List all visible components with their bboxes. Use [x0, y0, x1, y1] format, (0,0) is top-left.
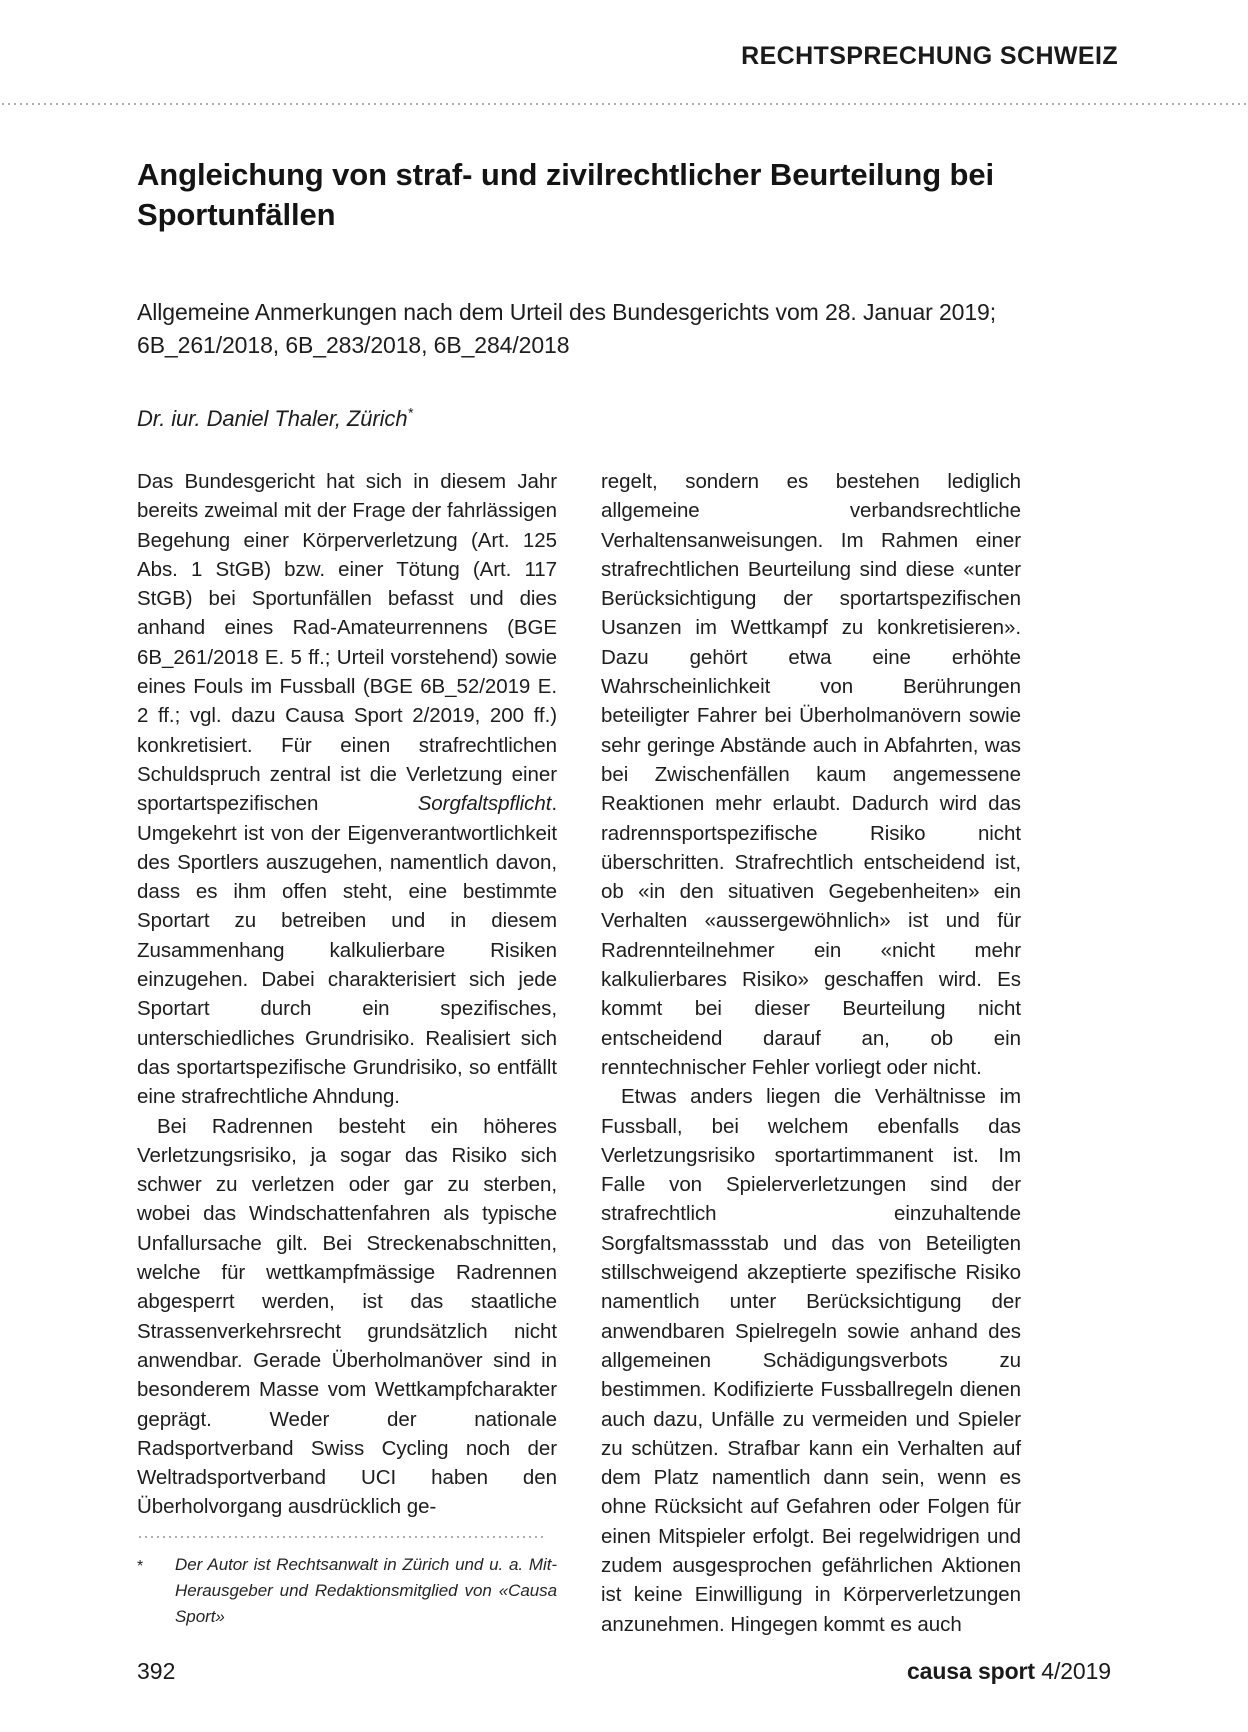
page-title: Angleichung von straf- und zivilrechtlicher Beurteilung bei Sportunfällen	[137, 157, 995, 232]
journal-mark	[907, 1658, 1111, 1685]
author-footnote-marker: *	[407, 404, 413, 421]
emphasis-sorgfaltspflicht: Sorgfaltspflicht	[417, 792, 552, 816]
footnote-block	[137, 1536, 557, 1630]
footnote	[137, 1552, 557, 1630]
journal-issue: 4/2019	[1041, 1658, 1111, 1684]
paragraph-part-b: . Umgekehrt ist von der Eigenverantwortlichkeit des Sportlers auszugehen, namentlich davon, dass es ihm offen steht, eine bestimmte Sportart zu betreiben und in diesem Zusammenhang kalkulierbare Risiken einzugehen. Dabei charakterisiert sich jede Sportart durch ein spezifisches, unterschiedliches Grundrisiko. Realisiert sich das sportartspezifische Grundrisiko, so entfällt eine strafrechtliche Ahndung.	[137, 792, 557, 1109]
footnote-divider	[137, 1536, 547, 1538]
page-footer	[137, 1658, 1111, 1685]
header-divider	[0, 103, 1248, 105]
body-columns	[137, 467, 1021, 1639]
author-name: Dr. iur. Daniel Thaler, Zürich	[137, 405, 408, 431]
left-column	[137, 467, 557, 1639]
right-column	[601, 467, 1021, 1639]
article-author	[137, 363, 1027, 432]
title-block	[137, 155, 1027, 432]
journal-name: causa sport	[906, 1658, 1035, 1684]
page-number: 392	[137, 1658, 176, 1684]
article-subtitle: Allgemeine Anmerkungen nach dem Urteil des Bundesgerichts vom 28. Januar 2019; 6B_261/2018, 6B_283/2018, 6B_284/2018	[137, 299, 997, 359]
footnote-text: Der Autor ist Rechtsanwalt in Zürich und u. a. Mit-Herausgeber und Redaktionsmitglied von «Causa Sport»	[175, 1555, 557, 1626]
paragraph: Bei Radrennen besteht ein höheres Verletzungsrisiko, ja sogar das Risiko sich schwer zu verletzen oder gar zu sterben, wobei das Windschattenfahren als typische Unfallursache gilt. Bei Streckenabschnitten, welche für wettkampfmässige Radrennen abgesperrt werden, ist das staatliche Strassenverkehrsrecht grundsätzlich nicht anwendbar. Gerade Überholmanöver sind in besonderem Masse vom Wettkampfcharakter geprägt. Weder der nationale Radsportverband Swiss Cycling noch der Weltradsportverband UCI haben den Überholvorgang ausdrücklich ge-	[137, 1114, 557, 1519]
paragraph: Etwas anders liegen die Verhältnisse im Fussball, bei welchem ebenfalls das Verletzungsrisiko sportartimmanent ist. Im Falle von Spielerverletzungen sind der strafrechtlich einzuhaltende Sorgfaltsmassstab und das von Beteiligten stillschweigend akzeptierte spezifische Risiko namentlich unter Berücksichtigung der anwendbaren Spielregeln sowie anhand des allgemeinen Schädigungsverbots zu bestimmen. Kodifizierte Fussballregeln dienen auch dazu, Unfälle zu vermeiden und Spieler zu schützen. Strafbar kann ein Verhalten auf dem Platz namentlich dann sein, wenn es ohne Rücksicht auf Gefahren oder Folgen für einen Mitspieler erfolgt. Bei regelwidrigen und zudem ausgesprochen gefährlichen Aktionen ist keine Einwilligung in Körperverletzungen anzunehmen. Hingegen kommt es auch	[601, 1085, 1021, 1636]
paragraph: regelt, sondern es bestehen lediglich allgemeine verbandsrechtliche Verhaltensanweisungen. Im Rahmen einer strafrechtlichen Beurteilung sind diese «unter Berücksichtigung der sportartspezifischen Usanzen im Wettkampf zu konkretisieren». Dazu gehört etwa eine erhöhte Wahrscheinlichkeit von Berührungen beteiligter Fahrer bei Überholmanövern sowie sehr geringe Abstände auch in Abfahrten, was bei Zwischenfällen kaum angemessene Reaktionen mehr erlaubt. Dadurch wird das radrennsportspezifische Risiko nicht überschritten. Strafrechtlich entscheidend ist, ob «in den situativen Gegebenheiten» ein Verhalten «aussergewöhnlich» ist und für Radrennteilnehmer ein «nicht mehr kalkulierbares Risiko» geschaffen wird. Es kommt bei dieser Beurteilung nicht entscheidend darauf an, ob ein renntechnischer Fehler vorliegt oder nicht.	[601, 470, 1021, 1079]
paragraph	[137, 467, 557, 1112]
footnote-marker: *	[137, 1558, 144, 1575]
running-head: RECHTSPRECHUNG SCHWEIZ	[741, 42, 1118, 70]
paragraph-part-a: Das Bundesgericht hat sich in diesem Jahr bereits zweimal mit der Frage der fahrlässigen Begehung einer Körperverletzung (Art. 125 Abs. 1 StGB) bzw. einer Tötung (Art. 117 StGB) bei Sportunfällen befasst und dies anhand eines Rad-Amateurrennens (BGE 6B_261/2018 E. 5 ff.; Urteil vorstehend) sowie eines Fouls im Fussball (BGE 6B_52/2019 E. 2 ff.; vgl. dazu Causa Sport 2/2019, 200 ff.) konkretisiert. Für einen strafrechtlichen Schuldspruch zentral ist die Verletzung einer sportartspezifischen	[137, 470, 557, 816]
